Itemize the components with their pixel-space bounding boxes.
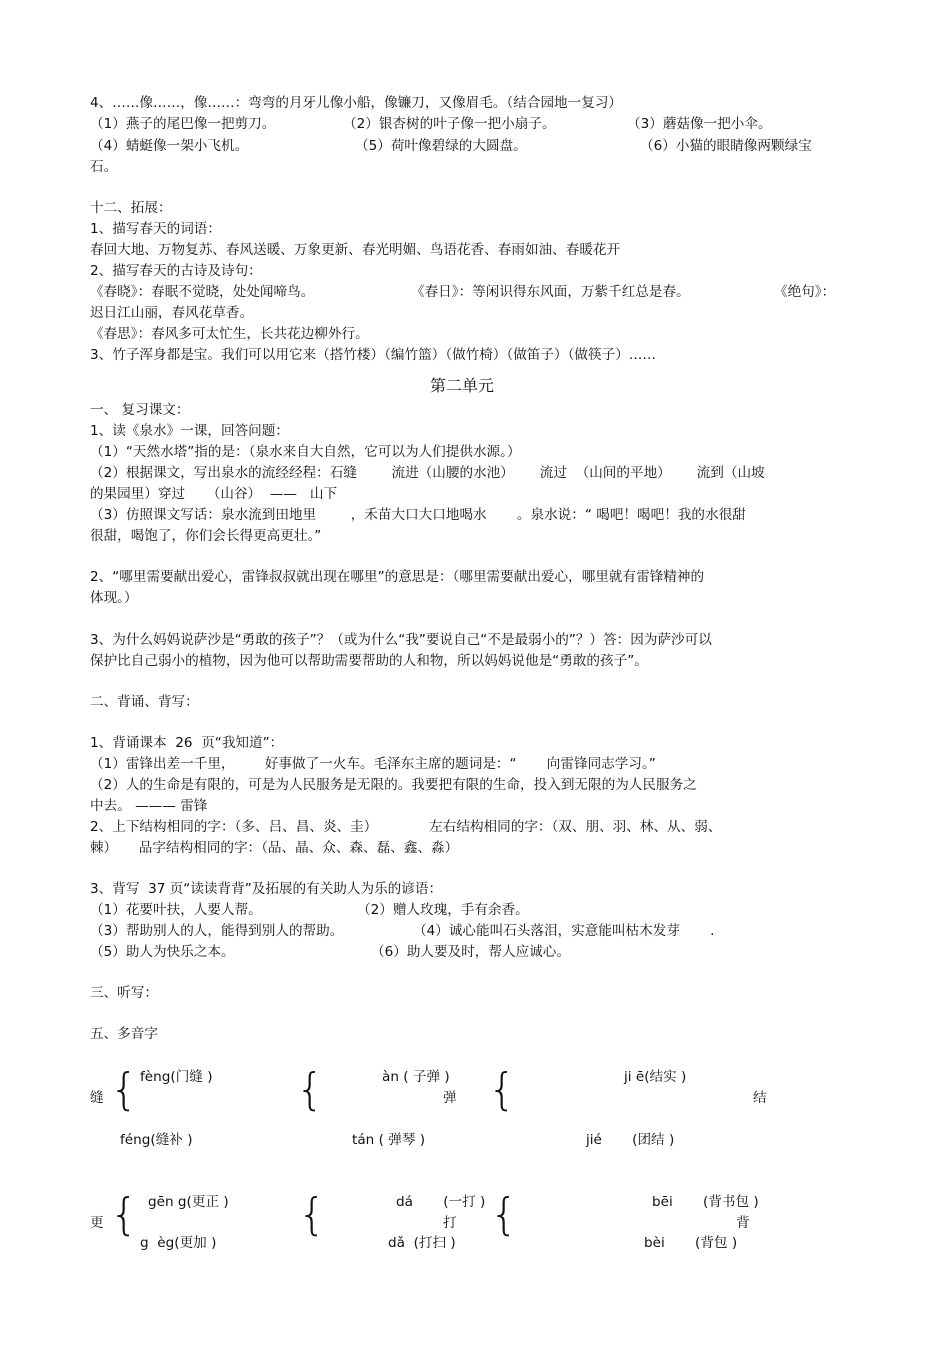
text-line: （4）蜻蜓像一架小飞机。 [90, 138, 249, 154]
text-line: 春回大地、万物复苏、春风送暖、万象更新、春光明媚、鸟语花香、春雨如油、春暖花开 [90, 242, 621, 258]
text-line: （2）根据课文，写出泉水的流经经程：石缝 流进（山腰的水池） 流过 （山间的平地） 流到（山坡 [90, 465, 765, 481]
text-line: 《绝句》： [774, 284, 836, 300]
text-line: （3）蘑菇像一把小伞。 [627, 116, 772, 132]
text-line: （1）花要叶扶，人要人帮。 [90, 902, 262, 918]
pinyin-reading: g èg(更加 ) [140, 1235, 217, 1251]
text-line: （5）荷叶像碧绿的大圆盘。 [355, 138, 527, 154]
pinyin-reading: tán ( 弹琴 ) [352, 1132, 426, 1148]
text-line: 中去。 ——— 雷锋 [90, 798, 208, 814]
text-line: 2、描写春天的古诗及诗句： [90, 263, 262, 279]
section-heading: 五、多音字 [90, 1026, 158, 1042]
text-line: （4）诚心能叫石头落泪，实意能叫枯木发芽 . [413, 923, 715, 939]
text-line: 1、描写春天的词语： [90, 221, 221, 237]
text-line: （1）雷锋出差一千里， 好事做了一火车。毛泽东主席的题词是：“ 向雷锋同志学习。” [90, 756, 656, 772]
text-line: （2）人的生命是有限的，可是为人民服务是无限的。我要把有限的生命，投入到无限的为人民服务之 [90, 777, 697, 793]
pinyin-reading: dá (一打 ) [396, 1194, 486, 1210]
polyphone-char: 弹 [443, 1090, 457, 1106]
pinyin-reading: gēn g(更正 ) [148, 1194, 229, 1210]
text-line: 石。 [90, 159, 118, 175]
brace-symbol: { [490, 1189, 518, 1240]
polyphone-char: 背 [736, 1215, 750, 1231]
text-line: 很甜，喝饱了，你们会长得更高更壮。” [90, 528, 322, 544]
polyphone-char: 打 [443, 1215, 457, 1231]
brace-symbol: { [488, 1064, 516, 1115]
polyphone-char: 缝 [90, 1090, 104, 1106]
brace-symbol: { [298, 1189, 326, 1240]
pinyin-reading: jié (团结 ) [586, 1132, 675, 1148]
section-heading: 三、听写： [90, 985, 158, 1001]
text-line: （3）帮助别人的人，能得到别人的帮助。 [90, 923, 344, 939]
unit-title: 第二单元 [430, 376, 495, 395]
text-line: 1、读《泉水》一课，回答问题： [90, 423, 289, 439]
pinyin-reading: fèng(门缝 ) [140, 1069, 213, 1085]
text-line: （1）燕子的尾巴像一把剪刀。 [90, 116, 276, 132]
pinyin-reading: ji ē(结实 ) [624, 1069, 687, 1085]
text-line: 4、……像……，像……：弯弯的月牙儿像小船，像镰刀，又像眉毛。（结合园地一复习） [90, 95, 623, 111]
text-line: 2、“哪里需要献出爱心，雷锋叔叔就出现在哪里”的意思是：（哪里需要献出爱心，哪里就有雷锋精神的 [90, 569, 705, 585]
text-line: 棘） 品字结构相同的字：（品、晶、众、森、磊、鑫、淼） [90, 840, 459, 856]
text-line: 《春日》：等闲识得东风面，万紫千红总是春。 [411, 284, 690, 300]
text-line: （6）助人要及时，帮人应诚心。 [371, 944, 570, 960]
pinyin-reading: dǎ (打扫 ) [388, 1235, 456, 1251]
text-line: 3、竹子浑身都是宝。我们可以用它来（搭竹楼）（编竹篮）（做竹椅）（做笛子）（做筷子）…… [90, 347, 656, 363]
polyphone-char: 更 [90, 1215, 104, 1231]
pinyin-reading: bēi (背书包 ) [652, 1194, 759, 1210]
brace-symbol: { [296, 1064, 324, 1115]
text-line: （2）赠人玫瑰，手有余香。 [357, 902, 529, 918]
brace-symbol: { [110, 1189, 138, 1240]
text-line: 3、为什么妈妈说萨沙是“勇敢的孩子”？（或为什么“我”要说自己“不是最弱小的”？）答：因为萨沙可以 [90, 632, 712, 648]
text-line: 的果园里）穿过 （山谷） —— 山下 [90, 486, 338, 502]
pinyin-reading: féng(缝补 ) [120, 1132, 193, 1148]
text-line: （6）小猫的眼睛像两颗绿宝 [640, 138, 812, 154]
text-line: 体现。） [90, 590, 138, 606]
text-line: （1）“天然水塔”指的是：（泉水来自大自然，它可以为人们提供水源。） [90, 444, 521, 460]
brace-symbol: { [110, 1064, 138, 1115]
text-line: 《春晓》：春眠不觉晓，处处闻啼鸟。 [90, 284, 315, 300]
section-heading: 二、背诵、背写： [90, 694, 199, 710]
text-line: 保护比自己弱小的植物，因为他可以帮助需要帮助的人和物，所以妈妈说他是“勇敢的孩子”。 [90, 653, 648, 669]
pinyin-reading: bèi (背包 ) [644, 1235, 738, 1251]
text-line: 迟日江山丽，春风花草香。 [90, 305, 254, 321]
section-heading: 十二、拓展： [90, 200, 172, 216]
text-line: （5）助人为快乐之本。 [90, 944, 235, 960]
text-line: 3、背写 37 页“读读背背”及拓展的有关助人为乐的谚语： [90, 881, 443, 897]
text-line: 《春思》：春风多可太忙生，长共花边柳外行。 [90, 326, 369, 342]
text-line: （2）银杏树的叶子像一把小扇子。 [343, 116, 556, 132]
text-line: 1、背诵课本 26 页“我知道”： [90, 735, 284, 751]
section-heading: 一、 复习课文： [90, 402, 190, 418]
text-line: （3）仿照课文写话：泉水流到田地里 ，禾苗大口大口地喝水 。泉水说：“ 喝吧！喝吧！我的水很甜 [90, 507, 746, 523]
text-line: 2、上下结构相同的字：（多、吕、昌、炎、圭） 左右结构相同的字：（双、朋、羽、林、从、弱、 [90, 819, 722, 835]
pinyin-reading: àn ( 子弹 ) [382, 1069, 450, 1085]
polyphone-char: 结 [753, 1090, 767, 1106]
